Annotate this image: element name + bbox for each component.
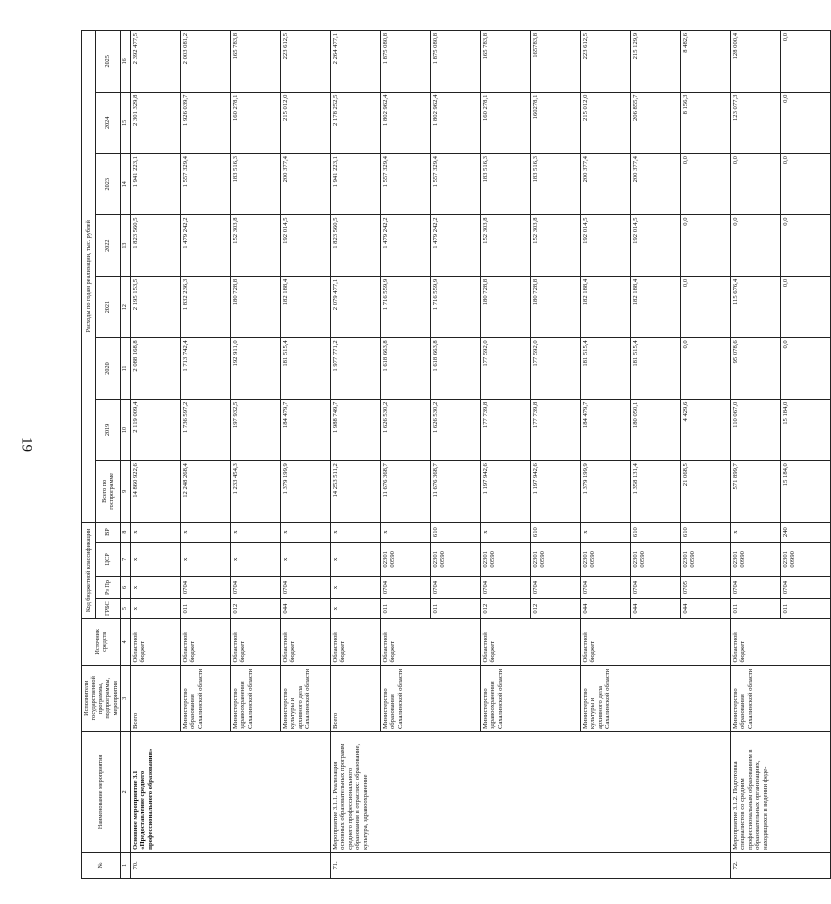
column-index-cell: 9 (120, 461, 130, 522)
cell-rzpr: 0704 (580, 576, 630, 598)
cell-y2021: 180 728,8 (480, 276, 530, 337)
cell-csr: 02301 00590 (530, 542, 580, 576)
header-csr: ЦСР (96, 542, 120, 576)
cell-total: 11 676 368,7 (430, 461, 480, 522)
cell-src: Областной бюджет (180, 619, 230, 665)
header-total: Всего по госпрограмме (96, 461, 120, 522)
cell-total: 14 860 922,6 (130, 461, 180, 522)
cell-exec: Министерство культуры и архивного дела Сахалинской области (580, 665, 730, 731)
column-index-cell: 6 (120, 576, 130, 598)
cell-y2019: 1 736 597,2 (180, 399, 230, 460)
cell-grbs: 044 (630, 599, 680, 619)
cell-exec: Министерство здравоохранения Сахалинской области (230, 665, 280, 731)
cell-csr: х (180, 542, 230, 576)
column-index-cell: 11 (120, 338, 130, 399)
cell-name: Мероприятие 3.1.1. Реализация основных образовательных программ среднего профессионального образования в отраслях: образование, культура, здравоохранение (330, 731, 730, 852)
cell-total: 1 379 199,9 (580, 461, 630, 522)
cell-y2023: 1 557 329,4 (180, 154, 230, 215)
cell-y2022: 1 479 242,2 (430, 215, 480, 276)
table-row (330, 31, 380, 879)
cell-grbs: х (330, 599, 380, 619)
cell-no: 71. (330, 852, 730, 878)
cell-total: 14 253 511,2 (330, 461, 380, 522)
cell-y2020: 95 078,6 (730, 338, 780, 399)
cell-y2021: 182 188,4 (580, 276, 630, 337)
cell-grbs: 044 (580, 599, 630, 619)
cell-total: 1 197 942,6 (480, 461, 530, 522)
cell-y2020: 1 618 663,8 (380, 338, 430, 399)
cell-src: Областной бюджет (480, 619, 580, 665)
cell-y2024: 160 278,1 (480, 92, 530, 153)
cell-y2023: 0,0 (730, 154, 780, 215)
cell-rzpr: 0704 (430, 576, 480, 598)
cell-src: Областной бюджет (380, 619, 480, 665)
header-grbs: ГРБС (96, 599, 120, 619)
cell-no: 70. (130, 852, 330, 878)
cell-y2023: 1 557 329,4 (430, 154, 480, 215)
cell-csr: х (330, 542, 380, 576)
cell-y2020: 1 618 663,8 (430, 338, 480, 399)
cell-y2021: 0,0 (680, 276, 730, 337)
cell-y2022: 0,0 (730, 215, 780, 276)
cell-y2024: 160 278,1 (230, 92, 280, 153)
cell-total: 1 197 942,6 (530, 461, 580, 522)
cell-y2019: 110 067,0 (730, 399, 780, 460)
cell-grbs: 011 (180, 599, 230, 619)
cell-vr: 240 (780, 522, 830, 542)
column-index-cell: 7 (120, 542, 130, 576)
cell-y2019: 177 739,8 (480, 399, 530, 460)
cell-y2021: 1 716 559,9 (430, 276, 480, 337)
cell-src: Областной бюджет (730, 619, 830, 665)
cell-y2022: 1 823 560,5 (130, 215, 180, 276)
cell-exec: Министерство образования Сахалинской области (730, 665, 830, 731)
cell-grbs: 044 (680, 599, 730, 619)
cell-y2020: 181 515,4 (280, 338, 330, 399)
budget-table (81, 30, 831, 879)
cell-vr: х (330, 522, 380, 542)
cell-grbs: 012 (480, 599, 530, 619)
column-index-cell: 3 (120, 665, 130, 731)
cell-y2021: 1 716 559,9 (380, 276, 430, 337)
column-index-cell: 16 (120, 31, 130, 93)
cell-y2024: 215 012,0 (280, 92, 330, 153)
cell-y2025: 223 612,5 (280, 31, 330, 93)
cell-rzpr: 0704 (380, 576, 430, 598)
cell-y2023: 1 941 223,1 (130, 154, 180, 215)
header-event-name: Наименование мероприятия (82, 731, 121, 852)
cell-csr: 02301 00590 (630, 542, 680, 576)
header-year: 2022 (96, 215, 120, 276)
cell-y2019: 2 119 009,4 (130, 399, 180, 460)
cell-name: Основное мероприятие 3.1 «Предоставление среднего профессионального образования» (130, 731, 330, 852)
cell-y2021: 2 079 477,1 (330, 276, 380, 337)
cell-grbs: 011 (730, 599, 780, 619)
cell-y2023: 183 516,3 (230, 154, 280, 215)
cell-y2025: 165 783,8 (230, 31, 280, 93)
cell-vr: х (130, 522, 180, 542)
cell-y2025: 128 000,4 (730, 31, 780, 93)
table-row (130, 31, 180, 879)
cell-y2024: 160278,1 (530, 92, 580, 153)
cell-y2025: 215 129,9 (630, 31, 680, 93)
cell-csr: 02301 00590 (680, 542, 730, 576)
cell-src: Областной бюджет (580, 619, 730, 665)
cell-y2024: 0,0 (780, 92, 830, 153)
cell-total: 11 676 368,7 (380, 461, 430, 522)
cell-y2024: 123 077,3 (730, 92, 780, 153)
cell-rzpr: 0705 (680, 576, 730, 598)
cell-total: 1 358 131,4 (630, 461, 680, 522)
cell-y2023: 1 941 223,1 (330, 154, 380, 215)
column-index-cell: 15 (120, 92, 130, 153)
cell-no: 72. (730, 852, 830, 878)
cell-y2022: 0,0 (780, 215, 830, 276)
cell-total: 12 248 268,4 (180, 461, 230, 522)
cell-grbs: х (130, 599, 180, 619)
cell-y2019: 184 479,7 (280, 399, 330, 460)
cell-y2024: 1 802 962,4 (380, 92, 430, 153)
cell-y2023: 183 516,3 (530, 154, 580, 215)
cell-exec: Всего (330, 665, 380, 731)
cell-exec: Министерство культуры и архивного дела Сахалинской области (280, 665, 330, 731)
cell-y2025: 2 264 477,1 (330, 31, 380, 93)
cell-csr: 02301 00590 (430, 542, 480, 576)
cell-y2020: 177 592,0 (480, 338, 530, 399)
cell-csr: х (230, 542, 280, 576)
cell-rzpr: 0704 (230, 576, 280, 598)
cell-y2021: 180 728,8 (230, 276, 280, 337)
cell-y2025: 2 392 477,5 (130, 31, 180, 93)
cell-grbs: 044 (280, 599, 330, 619)
cell-y2022: 152 303,8 (480, 215, 530, 276)
cell-y2021: 182 188,4 (630, 276, 680, 337)
cell-vr: х (180, 522, 230, 542)
cell-src: Областной бюджет (230, 619, 280, 665)
cell-y2024: 2 301 329,8 (130, 92, 180, 153)
cell-rzpr: х (330, 576, 380, 598)
cell-rzpr: 0704 (530, 576, 580, 598)
header-year: 2025 (96, 31, 120, 93)
cell-csr: 02301 00990 (780, 542, 830, 576)
cell-rzpr: 0704 (180, 576, 230, 598)
cell-y2024: 1 802 962,4 (430, 92, 480, 153)
cell-y2019: 1 626 530,2 (430, 399, 480, 460)
cell-vr: 610 (630, 522, 680, 542)
cell-csr: 02301 00990 (730, 542, 780, 576)
header-executor: Исполнители государственной программы, подпрограммы, мероприятия (82, 665, 121, 731)
cell-y2021: 182 188,4 (280, 276, 330, 337)
cell-exec: Всего (130, 665, 180, 731)
cell-y2023: 200 377,4 (280, 154, 330, 215)
cell-y2021: 0,0 (780, 276, 830, 337)
cell-y2025: 1 875 080,8 (380, 31, 430, 93)
cell-y2019: 1 988 749,7 (330, 399, 380, 460)
cell-vr: 610 (430, 522, 480, 542)
cell-y2022: 152 303,8 (530, 215, 580, 276)
cell-y2022: 1 479 242,2 (180, 215, 230, 276)
cell-vr: 610 (530, 522, 580, 542)
cell-y2022: 192 014,5 (630, 215, 680, 276)
cell-y2023: 1 557 329,4 (380, 154, 430, 215)
cell-vr: х (280, 522, 330, 542)
cell-grbs: 011 (380, 599, 430, 619)
header-year: 2020 (96, 338, 120, 399)
header-year: 2019 (96, 399, 120, 460)
cell-rzpr: 0704 (730, 576, 780, 598)
cell-name: Мероприятие 3.1.2. Подготовка специалистов со средним профессиональным образованием в образовательных организациях, находящихся в ведении феде- (730, 731, 830, 852)
cell-y2020: 1 977 771,2 (330, 338, 380, 399)
header-vr: ВР (96, 522, 120, 542)
cell-y2019: 177 739,8 (530, 399, 580, 460)
header-year: 2024 (96, 92, 120, 153)
page-number: 19 (18, 437, 35, 452)
cell-y2019: 184 479,7 (580, 399, 630, 460)
cell-src: Областной бюджет (130, 619, 180, 665)
column-index-cell: 5 (120, 599, 130, 619)
cell-y2024: 215 012,0 (580, 92, 630, 153)
header-budget-code: Код бюджетной классификации (82, 522, 96, 619)
cell-grbs: 012 (530, 599, 580, 619)
cell-csr: х (280, 542, 330, 576)
cell-exec: Министерство образования Сахалинской области (180, 665, 230, 731)
header-expenses: Расходы по годам реализации, тыс. рублей (82, 31, 96, 523)
cell-y2025: 0,0 (780, 31, 830, 93)
cell-vr: х (480, 522, 530, 542)
cell-rzpr: 0704 (480, 576, 530, 598)
cell-exec: Министерство образования Сахалинской области (380, 665, 480, 731)
cell-y2019: 1 626 530,2 (380, 399, 430, 460)
cell-y2021: 180 728,8 (530, 276, 580, 337)
cell-y2020: 181 515,4 (580, 338, 630, 399)
cell-y2022: 192 014,5 (580, 215, 630, 276)
cell-csr: 02301 00590 (580, 542, 630, 576)
cell-src: Областной бюджет (280, 619, 330, 665)
cell-y2020: 0,0 (680, 338, 730, 399)
cell-grbs: 011 (430, 599, 480, 619)
cell-csr: 02301 00590 (380, 542, 430, 576)
cell-rzpr: 0704 (780, 576, 830, 598)
cell-vr: х (730, 522, 780, 542)
cell-y2020: 2 088 168,8 (130, 338, 180, 399)
cell-y2025: 2 003 081,2 (180, 31, 230, 93)
table-body (130, 31, 830, 879)
column-index-cell: 8 (120, 522, 130, 542)
column-index-row (120, 31, 130, 879)
column-index-cell: 14 (120, 154, 130, 215)
cell-y2024: 1 926 039,7 (180, 92, 230, 153)
header-year: 2021 (96, 276, 120, 337)
cell-y2022: 1 479 242,2 (380, 215, 430, 276)
cell-y2025: 165 783,8 (480, 31, 530, 93)
cell-vr: х (230, 522, 280, 542)
cell-y2023: 200 377,4 (580, 154, 630, 215)
cell-y2020: 181 515,4 (630, 338, 680, 399)
cell-y2023: 0,0 (780, 154, 830, 215)
cell-vr: х (580, 522, 630, 542)
column-index-cell: 13 (120, 215, 130, 276)
header-rzpr: Рз Пр (96, 576, 120, 598)
cell-y2023: 0,0 (680, 154, 730, 215)
cell-grbs: 012 (230, 599, 280, 619)
cell-y2019: 4 429,6 (680, 399, 730, 460)
cell-total: 1 379 199,9 (280, 461, 330, 522)
cell-total: 571 899,7 (730, 461, 780, 522)
cell-y2024: 2 178 252,5 (330, 92, 380, 153)
cell-y2024: 206 855,7 (630, 92, 680, 153)
cell-vr: 610 (680, 522, 730, 542)
column-index-cell: 10 (120, 399, 130, 460)
column-index-cell: 12 (120, 276, 130, 337)
column-index-cell: 4 (120, 619, 130, 665)
cell-y2022: 152 303,8 (230, 215, 280, 276)
rotated-page (81, 30, 797, 879)
cell-total: 1 233 454,3 (230, 461, 280, 522)
cell-y2019: 180 050,1 (630, 399, 680, 460)
cell-y2023: 200 377,4 (630, 154, 680, 215)
cell-y2020: 177 592,0 (530, 338, 580, 399)
column-index-cell: 1 (120, 852, 130, 878)
cell-exec: Министерство здравоохранения Сахалинской области (480, 665, 580, 731)
cell-y2019: 15 184,0 (780, 399, 830, 460)
cell-y2025: 223 612,5 (580, 31, 630, 93)
cell-total: 15 184,0 (780, 461, 830, 522)
header-no: № (82, 852, 121, 878)
cell-y2022: 192 014,5 (280, 215, 330, 276)
cell-grbs: 011 (780, 599, 830, 619)
cell-csr: 02301 00590 (480, 542, 530, 576)
cell-csr: х (130, 542, 180, 576)
cell-y2020: 192 911,0 (230, 338, 280, 399)
table-row (730, 31, 780, 879)
cell-y2021: 1 832 236,3 (180, 276, 230, 337)
cell-y2019: 197 932,5 (230, 399, 280, 460)
cell-y2025: 165783,8 (530, 31, 580, 93)
cell-rzpr: 0704 (280, 576, 330, 598)
cell-y2024: 8 156,3 (680, 92, 730, 153)
cell-y2025: 1 875 080,8 (430, 31, 480, 93)
header-source: Источник средств (82, 619, 121, 665)
cell-rzpr: 0704 (630, 576, 680, 598)
cell-total: 21 068,5 (680, 461, 730, 522)
header-year: 2023 (96, 154, 120, 215)
cell-y2022: 0,0 (680, 215, 730, 276)
cell-src: Областной бюджет (330, 619, 380, 665)
cell-y2022: 1 823 560,5 (330, 215, 380, 276)
column-index-cell: 2 (120, 731, 130, 852)
cell-vr: х (380, 522, 430, 542)
cell-rzpr: х (130, 576, 180, 598)
cell-y2020: 1 713 742,4 (180, 338, 230, 399)
cell-y2021: 2 195 153,5 (130, 276, 180, 337)
cell-y2023: 183 516,3 (480, 154, 530, 215)
cell-y2021: 115 676,4 (730, 276, 780, 337)
cell-y2020: 0,0 (780, 338, 830, 399)
cell-y2025: 8 482,6 (680, 31, 730, 93)
